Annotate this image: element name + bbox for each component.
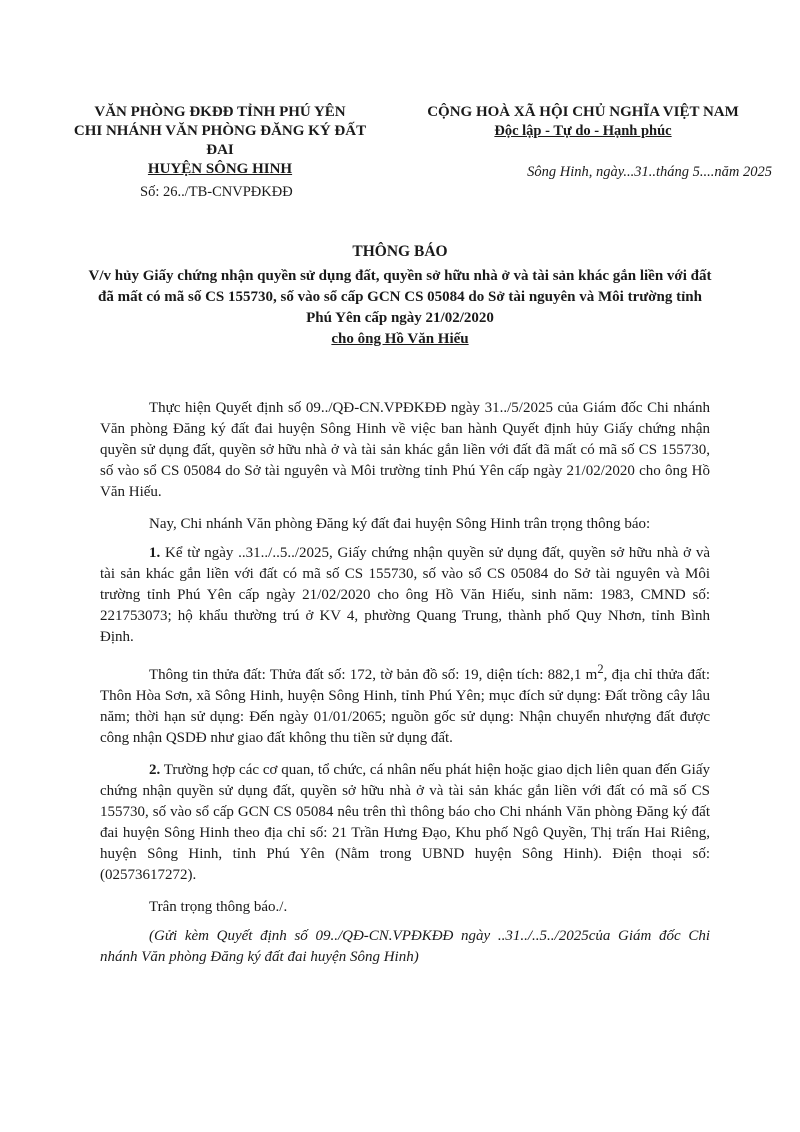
paragraph-attachment: (Gửi kèm Quyết định số 09../QĐ-CN.VPĐKĐĐ ngày ..31../..5../2025của Giám đốc Chi nhánh Văn phòng Đăng ký đất đai huyện Sông Hinh) (100, 928, 710, 965)
item-1-text: Kể từ ngày ..31../..5../2025, Giấy chứng nhận quyền sử dụng đất, quyền sở hữu nhà ở và tài sản khác gắn liền với đất có mã số CS 155730, số vào sổ CS 05084 do Sở tài nguyên và Môi trường tỉnh Phú Yên cấp ngày 21/02/2020 cho ông Hồ Văn Hiếu, sinh năm: 1983, CMND số: 221753073; hộ khẩu thường trú ở KV 4, phường Quang Trung, thành phố Quy Nhơn, tỉnh Bình Định. (100, 545, 711, 645)
subject-recipient: cho ông Hồ Văn Hiếu (331, 331, 469, 347)
item-1-number: 1. (149, 545, 161, 561)
document-number: Số: 26../TB-CNVPĐKĐĐ (140, 184, 293, 200)
paragraph-item-2 (100, 760, 710, 886)
paragraph-closing: Trân trọng thông báo./. (149, 899, 288, 915)
paragraph-intro: Thực hiện Quyết định số 09../QĐ-CN.VPĐKĐĐ ngày 31../5/2025 của Giám đốc Chi nhánh Văn phòng Đăng ký đất đai huyện Sông Hinh về việc ban hành Quyết định hủy Giấy chứng nhận quyền sử dụng đất, quyền sở hữu nhà ở và tài sản khác gắn liền với đất đã mất có mã số CS 155730, số vào sổ CS 05084 do Sở tài nguyên và Môi trường tỉnh Phú Yên cấp ngày 21/02/2020 cho ông Hồ Văn Hiếu. (100, 400, 710, 500)
item-2-number: 2. (149, 762, 161, 778)
agency-header (70, 103, 370, 179)
item-2-text: Trường hợp các cơ quan, tổ chức, cá nhân nếu phát hiện hoặc giao dịch liên quan đến Giấy chứng nhận quyền sử dụng đất, quyền sở hữu nhà ở và tài sản khác gắn liền với đất có mã số CS 155730, số vào sổ cấp GCN CS 05084 nêu trên thì thông báo cho Chi nhánh Văn phòng Đăng ký đất đai huyện Sông Hinh theo địa chỉ số: 21 Trần Hưng Đạo, Khu phố Ngô Quyền, Thị trấn Hai Riêng, huyện Sông Hinh, tỉnh Phú Yên (Nằm trong UBND huyện Sông Hinh). Điện thoại số: (02573617272). (100, 762, 711, 883)
paragraph-item-1 (100, 543, 710, 648)
agency-line-1: VĂN PHÒNG ĐKĐĐ TỈNH PHÚ YÊN (94, 104, 346, 120)
motto: Độc lập - Tự do - Hạnh phúc (494, 123, 672, 139)
agency-line-2: CHI NHÁNH VĂN PHÒNG ĐĂNG KÝ ĐẤT ĐAI (73, 123, 367, 158)
land-info-post: , địa chỉ thửa đất: Thôn Hòa Sơn, xã Sông Hinh, huyện Sông Hinh, tỉnh Phú Yên; mục đích sử dụng: Đất trồng cây lâu năm; thời hạn sử dụng: Đến ngày 01/01/2065; nguồn gốc sử dụng: Nhận chuyển nhượng đất được công nhận QSDĐ như giao đất không thu tiền sử dụng đất. (100, 667, 710, 746)
nation-name: CỘNG HOÀ XÃ HỘI CHỦ NGHĨA VIỆT NAM (427, 104, 739, 120)
nation-header (398, 103, 768, 141)
document-title: THÔNG BÁO (352, 243, 448, 260)
document-subject (88, 266, 712, 350)
paragraph-land-info (100, 659, 710, 749)
subject-main: V/v hủy Giấy chứng nhận quyền sử dụng đất, quyền sở hữu nhà ở và tài sản khác gắn liền với đất đã mất có mã số CS 155730, số vào sổ cấp GCN CS 05084 do Sở tài nguyên và Môi trường tỉnh Phú Yên cấp ngày 21/02/2020 (88, 268, 712, 326)
land-info-sup: 2 (597, 662, 604, 676)
land-info-pre: Thông tin thửa đất: Thửa đất số: 172, tờ bản đồ số: 19, diện tích: 882,1 m (149, 667, 598, 683)
agency-line-3: HUYỆN SÔNG HINH (147, 161, 293, 177)
place-date: Sông Hinh, ngày...31..tháng 5....năm 2025 (527, 164, 772, 180)
document-body (100, 398, 710, 979)
paragraph-notice: Nay, Chi nhánh Văn phòng Đăng ký đất đai huyện Sông Hinh trân trọng thông báo: (149, 516, 651, 532)
